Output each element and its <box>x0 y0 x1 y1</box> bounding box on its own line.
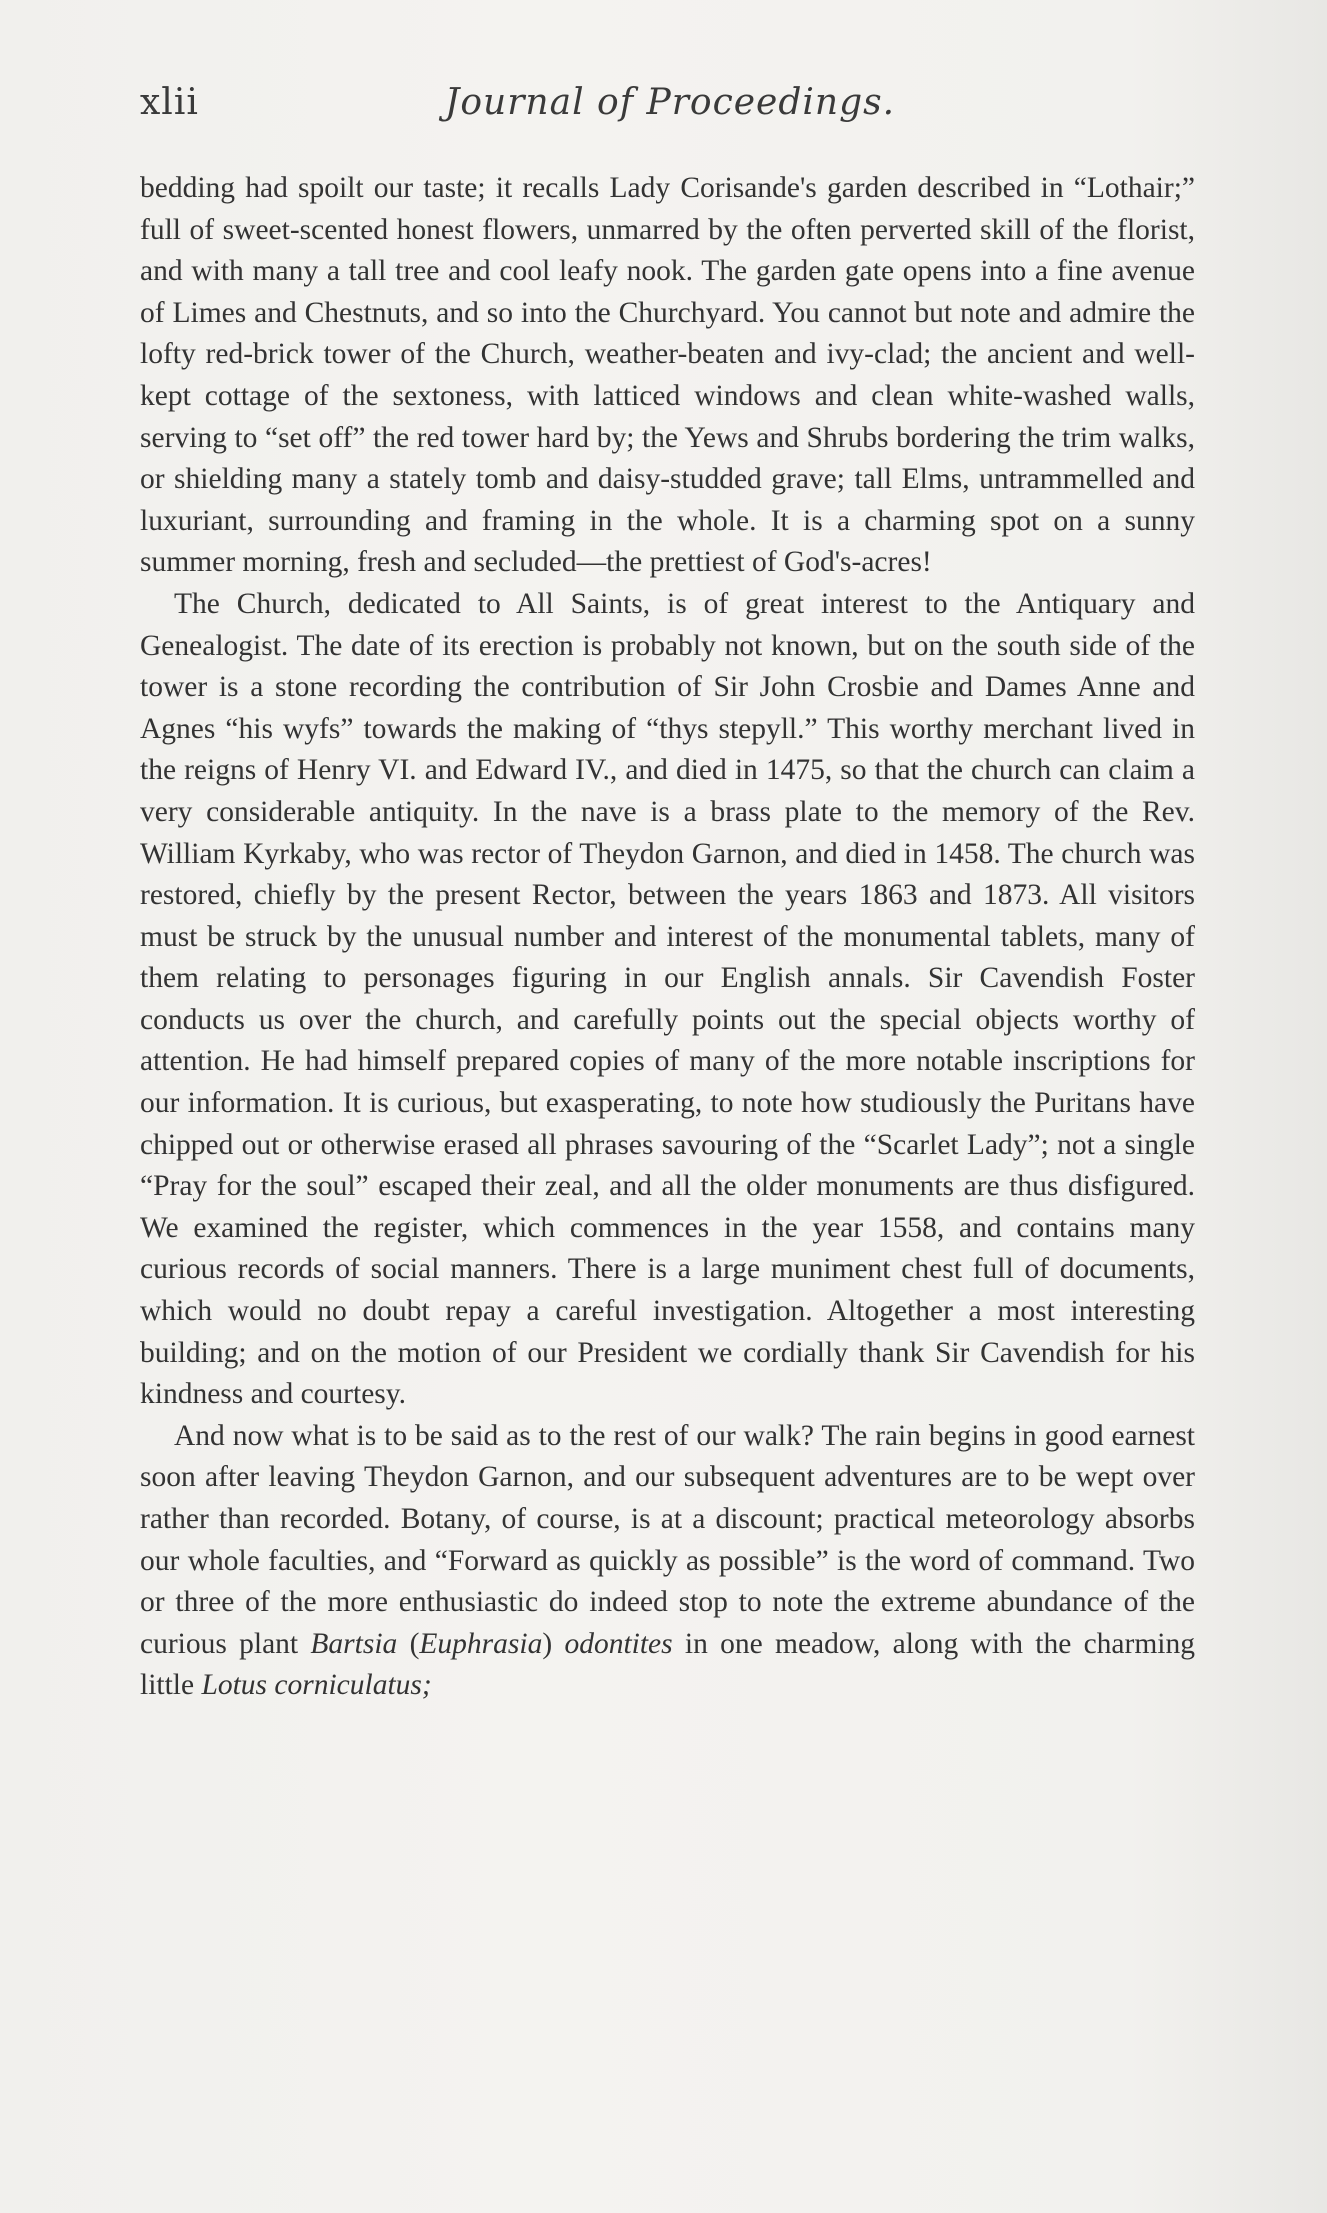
plant-name-euphrasia: Euphrasia <box>419 1627 543 1660</box>
walk-text-2: ( <box>397 1627 420 1660</box>
page-header <box>140 82 1200 142</box>
plant-name-bartsia: Bartsia <box>310 1627 398 1660</box>
walk-text-1: And now what is to be said as to the rest of our walk? The rain begins in good earnest soon after leaving Theydon Garnon, and our subsequent adventures are to be wept over rather than recorded. Botany, of course, is at a discount; practical meteorology absorbs our whole faculties, and “Forward as quickly as possible” is the word of command. Two or three of the more enthusiastic do indeed stop to note the extreme abundance of the curious plant <box>140 1419 1195 1660</box>
paragraph-walk <box>140 1416 1195 1707</box>
plant-name-odontites: odontites <box>564 1627 673 1660</box>
walk-text-4: in one meadow, along with the charming little <box>140 1627 1195 1702</box>
running-title: Journal of Proceedings. <box>444 82 896 123</box>
page-number: xlii <box>140 82 199 123</box>
paragraph-garden: bedding had spoilt our taste; it recalls Lady Corisande's garden described in “Lothair;” full of sweet-scented honest flowers, unmarred by the often perverted skill of the florist, and with many a tall tree and cool leafy nook. The garden gate opens into a fine avenue of Limes and Chestnuts, and so into the Churchyard. You cannot but note and admire the lofty red-brick tower of the Church, weather-beaten and ivy-clad; the ancient and well-kept cottage of the sextoness, with latticed windows and clean white-washed walls, serving to “set off” the red tower hard by; the Yews and Shrubs bordering the trim walks, or shielding many a stately tomb and daisy-studded grave; tall Elms, untrammelled and luxuriant, surrounding and framing in the whole. It is a charming spot on a sunny summer morning, fresh and secluded—the prettiest of God's-acres! <box>140 172 1195 579</box>
body-text <box>140 168 1195 1707</box>
paragraph-church: The Church, dedicated to All Saints, is of great interest to the Antiquary and Genealogist. The date of its erection is probably not known, but on the south side of the tower is a stone recording the contribution of Sir John Crosbie and Dames Anne and Agnes “his wyfs” towards the making of “thys stepyll.” This worthy merchant lived in the reigns of Henry VI. and Edward IV., and died in 1475, so that the church can claim a very considerable antiquity. In the nave is a brass plate to the memory of the Rev. William Kyrkaby, who was rector of Theydon Garnon, and died in 1458. The church was restored, chiefly by the present Rector, between the years 1863 and 1873. All visitors must be struck by the unusual number and interest of the monumental tablets, many of them relating to personages figuring in our English annals. Sir Cavendish Foster conducts us over the church, and carefully points out the special objects worthy of attention. He had himself prepared copies of many of the more notable inscriptions for our information. It is curious, but exasperating, to note how studiously the Puritans have chipped out or otherwise erased all phrases savouring of the “Scarlet Lady”; not a single “Pray for the soul” escaped their zeal, and all the older monuments are thus disfigured. We examined the register, which commences in the year 1558, and contains many curious records of social manners. There is a large muniment chest full of documents, which would no doubt repay a careful investigation. Altogether a most interesting building; and on the motion of our President we cordially thank Sir Cavendish for his kindness and courtesy. <box>140 587 1195 1411</box>
walk-text-3: ) <box>542 1627 565 1660</box>
plant-name-lotus: Lotus corniculatus; <box>201 1669 432 1702</box>
